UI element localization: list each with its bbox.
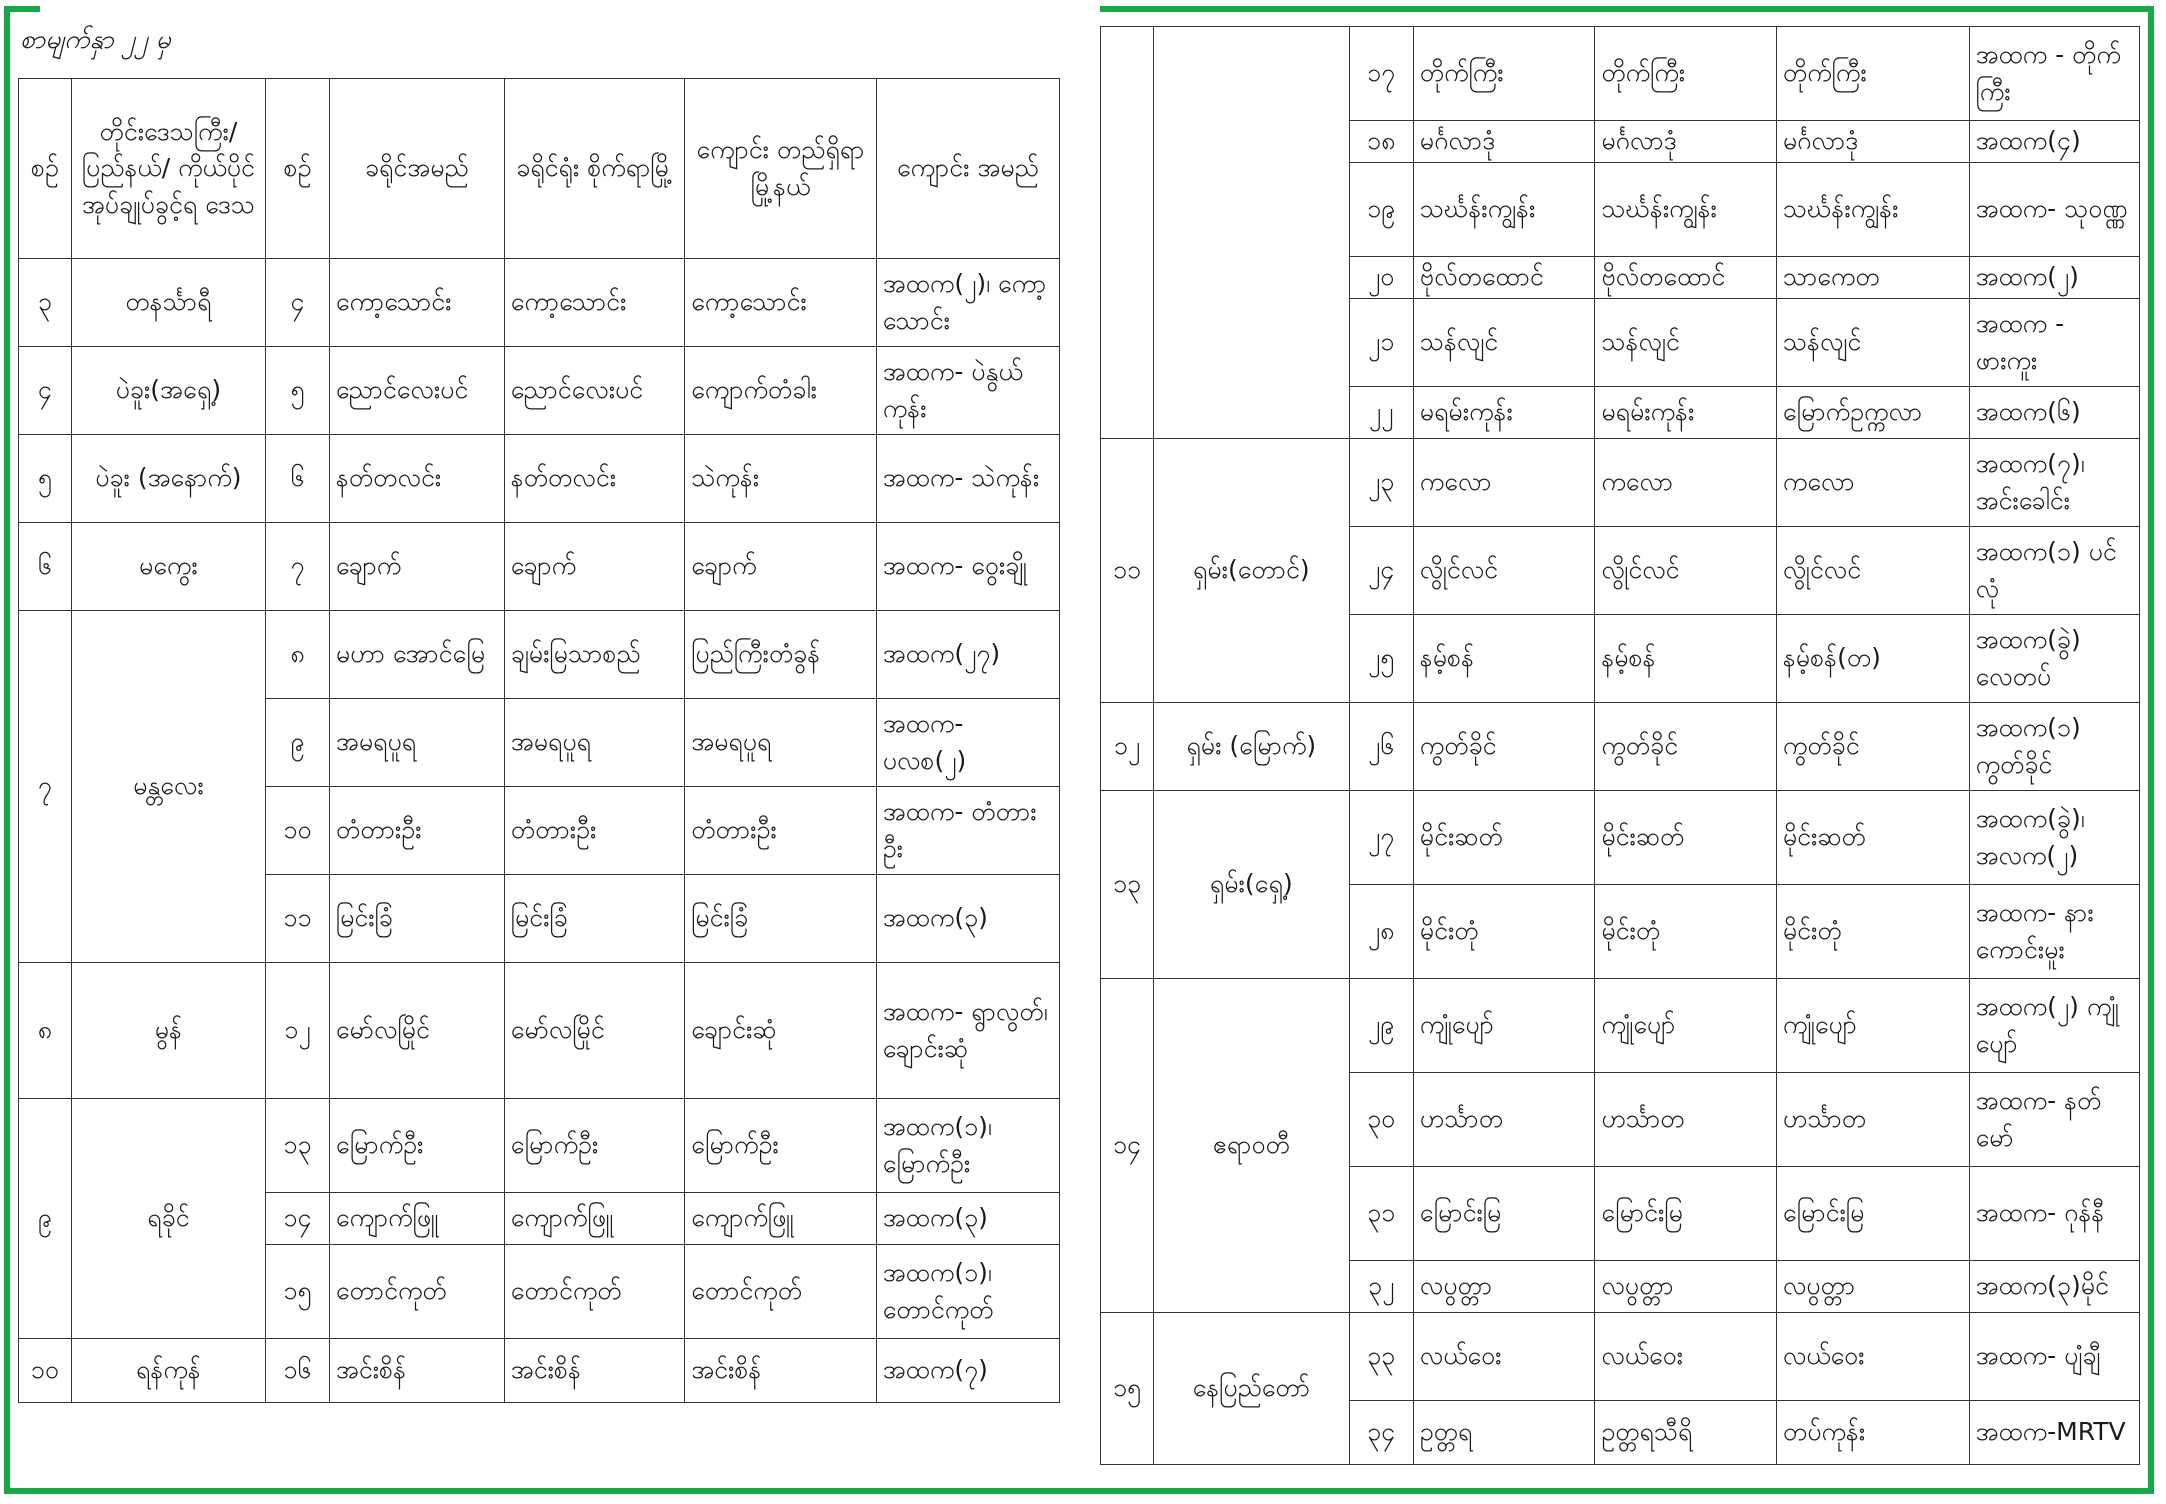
region-name-cell: မန္တလေး: [71, 611, 265, 963]
region-number-cell: ၁၀: [19, 1339, 72, 1403]
school-name-cell: အထက(၆): [1969, 387, 2139, 439]
district-office-town-cell: အင်းစိန်: [504, 1339, 684, 1403]
district-name-cell: တိုက်ကြီး: [1413, 27, 1595, 121]
header-row: [19, 79, 1060, 259]
district-name-cell: ဗိုလ်တထောင်: [1413, 257, 1595, 299]
header-school-name: ကျောင်း အမည်: [876, 79, 1059, 259]
region-name-cell: [1154, 27, 1350, 439]
school-name-cell: အထက- ဝွေးချို: [876, 523, 1059, 611]
school-township-cell: ချောက်: [685, 523, 877, 611]
district-office-town-cell: မြောက်ဦး: [504, 1099, 684, 1193]
region-name-cell: ရှမ်း(တောင်): [1154, 439, 1350, 703]
school-name-cell: အထက- တံတားဦး: [876, 787, 1059, 875]
school-township-cell: သန်လျင်: [1776, 299, 1969, 387]
region-name-cell: ရခိုင်: [71, 1099, 265, 1339]
district-name-cell: ညောင်လေးပင်: [329, 347, 504, 435]
district-number-cell: ၂၈: [1349, 885, 1413, 979]
school-name-cell: အထက(၂) ကျုံပျော်: [1969, 979, 2139, 1073]
school-name-cell: အထက- ပလစ(၂): [876, 699, 1059, 787]
district-number-cell: ၂၁: [1349, 299, 1413, 387]
district-number-cell: ၈: [266, 611, 330, 699]
district-name-cell: ကျောက်ဖြူ: [329, 1193, 504, 1245]
district-number-cell: ၂၂: [1349, 387, 1413, 439]
school-name-cell: အထက-MRTV: [1969, 1401, 2139, 1465]
district-office-town-cell: ကွတ်ခိုင်: [1595, 703, 1777, 791]
header-region: တိုင်းဒေသကြီး/ ပြည်နယ်/ ကိုယ်ပိုင် အုပ်ချုပ်ခွင့်ရ ဒေသ: [71, 79, 265, 259]
region-number-cell: ၈: [19, 963, 72, 1099]
district-office-town-cell: ဥတ္တရသီရိ: [1595, 1401, 1777, 1465]
school-name-cell: အထက(၁)၊ တောင်ကုတ်: [876, 1245, 1059, 1339]
district-number-cell: ၁၀: [266, 787, 330, 875]
district-office-town-cell: မင်္ဂလာဒုံ: [1595, 121, 1777, 163]
district-office-town-cell: မြင်းခြံ: [504, 875, 684, 963]
table-row: [19, 1099, 1060, 1193]
school-township-cell: ချောင်းဆုံ: [685, 963, 877, 1099]
region-name-cell: နေပြည်တော်: [1154, 1313, 1350, 1465]
region-name-cell: ရှမ်း(ရှေ့): [1154, 791, 1350, 979]
table-row: [1101, 979, 2140, 1073]
district-name-cell: မိုင်းဆတ်: [1413, 791, 1595, 885]
page-border-gap: [40, 0, 1100, 14]
district-name-cell: လယ်ဝေး: [1413, 1313, 1595, 1401]
table-row: [1101, 439, 2140, 527]
school-name-cell: အထက(၂၇): [876, 611, 1059, 699]
school-township-cell: မြောက်ဦး: [685, 1099, 877, 1193]
district-name-cell: သင်္ဃန်းကျွန်း: [1413, 163, 1595, 257]
header-district: ခရိုင်အမည်: [329, 79, 504, 259]
school-township-cell: ကလော: [1776, 439, 1969, 527]
region-name-cell: မွန်: [71, 963, 265, 1099]
school-township-cell: အမရပူရ: [685, 699, 877, 787]
left-table-body: [19, 259, 1060, 1403]
district-number-cell: ၇: [266, 523, 330, 611]
district-office-town-cell: တောင်ကုတ်: [504, 1245, 684, 1339]
district-office-town-cell: ဗိုလ်တထောင်: [1595, 257, 1777, 299]
region-number-cell: ၅: [19, 435, 72, 523]
region-number-cell: ၁၄: [1101, 979, 1154, 1313]
district-office-town-cell: ဟင်္သာတ: [1595, 1073, 1777, 1167]
district-office-town-cell: နတ်တလင်း: [504, 435, 684, 523]
district-number-cell: ၃၁: [1349, 1167, 1413, 1261]
region-name-cell: တနင်္သာရီ: [71, 259, 265, 347]
header-school-township: ကျောင်း တည်ရှိရာ မြို့နယ်: [685, 79, 877, 259]
school-name-cell: အထက - ဖားကူး: [1969, 299, 2139, 387]
district-office-town-cell: မော်လမြိုင်: [504, 963, 684, 1099]
district-office-town-cell: တံတားဦး: [504, 787, 684, 875]
school-township-cell: တံတားဦး: [685, 787, 877, 875]
district-number-cell: ၅: [266, 347, 330, 435]
header-no: စဉ်: [19, 79, 72, 259]
district-name-cell: ကလော: [1413, 439, 1595, 527]
school-name-cell: အထက(၃): [876, 875, 1059, 963]
header-no2: စဉ်: [266, 79, 330, 259]
district-number-cell: ၉: [266, 699, 330, 787]
school-name-cell: အထက- ပျံချီ: [1969, 1313, 2139, 1401]
district-number-cell: ၁၇: [1349, 27, 1413, 121]
school-name-cell: အထက- ရွာလွတ်၊ ချောင်းဆုံ: [876, 963, 1059, 1099]
region-number-cell: ၄: [19, 347, 72, 435]
school-township-cell: မြောက်ဥက္ကလာ: [1776, 387, 1969, 439]
district-office-town-cell: အမရပူရ: [504, 699, 684, 787]
school-name-cell: အထက(၁) ကွတ်ခိုင်: [1969, 703, 2139, 791]
region-number-cell: ၉: [19, 1099, 72, 1339]
school-township-cell: ကျုံပျော်: [1776, 979, 1969, 1073]
header-district-office-town: ခရိုင်ရုံး စိုက်ရာမြို့: [504, 79, 684, 259]
district-number-cell: ၁၄: [266, 1193, 330, 1245]
district-name-cell: မော်လမြိုင်: [329, 963, 504, 1099]
district-office-town-cell: ကလော: [1595, 439, 1777, 527]
district-name-cell: လွိုင်လင်: [1413, 527, 1595, 615]
district-office-town-cell: ကော့သောင်း: [504, 259, 684, 347]
district-office-town-cell: ချမ်းမြသာစည်: [504, 611, 684, 699]
district-number-cell: ၃၃: [1349, 1313, 1413, 1401]
school-township-cell: တပ်ကုန်း: [1776, 1401, 1969, 1465]
district-name-cell: မြောက်ဦး: [329, 1099, 504, 1193]
school-township-cell: အင်းစိန်: [685, 1339, 877, 1403]
district-number-cell: ၁၉: [1349, 163, 1413, 257]
table-row: [1101, 791, 2140, 885]
table-row: [1101, 703, 2140, 791]
district-office-town-cell: လယ်ဝေး: [1595, 1313, 1777, 1401]
region-name-cell: ဧရာဝတီ: [1154, 979, 1350, 1313]
district-number-cell: ၃၄: [1349, 1401, 1413, 1465]
district-number-cell: ၁၁: [266, 875, 330, 963]
district-name-cell: ကျုံပျော်: [1413, 979, 1595, 1073]
district-office-town-cell: မရမ်းကုန်း: [1595, 387, 1777, 439]
region-number-cell: ၆: [19, 523, 72, 611]
district-number-cell: ၁၅: [266, 1245, 330, 1339]
school-name-cell: အထက(၄): [1969, 121, 2139, 163]
region-name-cell: ရန်ကုန်: [71, 1339, 265, 1403]
district-name-cell: ချောက်: [329, 523, 504, 611]
district-number-cell: ၂၀: [1349, 257, 1413, 299]
district-number-cell: ၂၆: [1349, 703, 1413, 791]
region-number-cell: [1101, 27, 1154, 439]
table-row: [19, 611, 1060, 699]
table-row: [19, 963, 1060, 1099]
region-number-cell: ၁၅: [1101, 1313, 1154, 1465]
school-township-cell: သင်္ဃန်းကျွန်း: [1776, 163, 1969, 257]
school-township-cell: မြောင်းမြ: [1776, 1167, 1969, 1261]
school-township-cell: ကွတ်ခိုင်: [1776, 703, 1969, 791]
district-name-cell: အမရပူရ: [329, 699, 504, 787]
region-number-cell: ၁၂: [1101, 703, 1154, 791]
district-number-cell: ၁၃: [266, 1099, 330, 1193]
region-name-cell: ပဲခူး (အနောက်): [71, 435, 265, 523]
district-name-cell: ဟင်္သာတ: [1413, 1073, 1595, 1167]
school-name-cell: အထက(၁)၊ မြောက်ဦး: [876, 1099, 1059, 1193]
school-township-cell: တိုက်ကြီး: [1776, 27, 1969, 121]
region-name-cell: ပဲခူး(အရှေ့): [71, 347, 265, 435]
district-office-town-cell: ချောက်: [504, 523, 684, 611]
school-township-cell: ဟင်္သာတ: [1776, 1073, 1969, 1167]
table-row: [19, 347, 1060, 435]
district-office-town-cell: သင်္ဃန်းကျွန်း: [1595, 163, 1777, 257]
district-name-cell: မင်္ဂလာဒုံ: [1413, 121, 1595, 163]
region-number-cell: ၃: [19, 259, 72, 347]
school-name-cell: အထက- နတ်မော်: [1969, 1073, 2139, 1167]
district-office-town-cell: လွိုင်လင်: [1595, 527, 1777, 615]
district-name-cell: မရမ်းကုန်း: [1413, 387, 1595, 439]
district-office-town-cell: မိုင်းတုံ: [1595, 885, 1777, 979]
district-office-town-cell: သန်လျင်: [1595, 299, 1777, 387]
school-name-cell: အထက- နားကောင်းမူး: [1969, 885, 2139, 979]
district-number-cell: ၃၂: [1349, 1261, 1413, 1313]
table-row: [19, 259, 1060, 347]
district-office-town-cell: ကျောက်ဖြူ: [504, 1193, 684, 1245]
school-name-cell: အထက- ပဲနွယ်ကုန်း: [876, 347, 1059, 435]
school-name-cell: အထက - တိုက်ကြီး: [1969, 27, 2139, 121]
table-row: [1101, 1313, 2140, 1401]
school-name-cell: အထက(၃)မိုင်: [1969, 1261, 2139, 1313]
school-township-cell: လယ်ဝေး: [1776, 1313, 1969, 1401]
school-name-cell: အထက(၃): [876, 1193, 1059, 1245]
school-name-cell: အထက- သုဝဏ္ဏ: [1969, 163, 2139, 257]
school-township-cell: ကျောက်ဖြူ: [685, 1193, 877, 1245]
school-name-cell: အထက- ဂုန်နီ: [1969, 1167, 2139, 1261]
region-number-cell: ၇: [19, 611, 72, 963]
school-township-cell: တောင်ကုတ်: [685, 1245, 877, 1339]
right-schools-table: [1100, 26, 2140, 1465]
school-township-cell: ကျောက်တံခါး: [685, 347, 877, 435]
district-office-town-cell: တိုက်ကြီး: [1595, 27, 1777, 121]
school-name-cell: အထက(၇)၊ အင်းခေါင်း: [1969, 439, 2139, 527]
school-name-cell: အထက(၇): [876, 1339, 1059, 1403]
district-name-cell: အင်းစိန်: [329, 1339, 504, 1403]
left-schools-table: [18, 78, 1060, 1403]
district-name-cell: သန်လျင်: [1413, 299, 1595, 387]
district-name-cell: နမ့်စန်: [1413, 615, 1595, 703]
district-office-town-cell: မိုင်းဆတ်: [1595, 791, 1777, 885]
school-township-cell: ကော့သောင်း: [685, 259, 877, 347]
district-number-cell: ၂၅: [1349, 615, 1413, 703]
page-caption: စာမျက်နှာ ၂၂ မှ: [20, 25, 171, 55]
school-township-cell: မင်္ဂလာဒုံ: [1776, 121, 1969, 163]
school-township-cell: မိုင်းတုံ: [1776, 885, 1969, 979]
district-number-cell: ၁၂: [266, 963, 330, 1099]
table-row: [1101, 27, 2140, 121]
district-office-town-cell: နမ့်စန်: [1595, 615, 1777, 703]
district-name-cell: ကွတ်ခိုင်: [1413, 703, 1595, 791]
district-name-cell: လပွတ္တာ: [1413, 1261, 1595, 1313]
district-number-cell: ၁၆: [266, 1339, 330, 1403]
school-name-cell: အထက(ခွဲ)၊ အလက(၂): [1969, 791, 2139, 885]
district-number-cell: ၂၉: [1349, 979, 1413, 1073]
region-name-cell: မကွေး: [71, 523, 265, 611]
school-township-cell: သာကေတ: [1776, 257, 1969, 299]
district-office-town-cell: ကျုံပျော်: [1595, 979, 1777, 1073]
school-township-cell: လပွတ္တာ: [1776, 1261, 1969, 1313]
district-office-town-cell: လပွတ္တာ: [1595, 1261, 1777, 1313]
school-township-cell: ပြည်ကြီးတံခွန်: [685, 611, 877, 699]
table-row: [19, 1339, 1060, 1403]
district-name-cell: တံတားဦး: [329, 787, 504, 875]
district-name-cell: မြောင်းမြ: [1413, 1167, 1595, 1261]
school-name-cell: အထက- သဲကုန်း: [876, 435, 1059, 523]
school-name-cell: အထက(၂)၊ ကော့သောင်း: [876, 259, 1059, 347]
school-name-cell: အထက(ခွဲ) လေတပ်: [1969, 615, 2139, 703]
district-name-cell: မြင်းခြံ: [329, 875, 504, 963]
district-name-cell: တောင်ကုတ်: [329, 1245, 504, 1339]
region-number-cell: ၁၁: [1101, 439, 1154, 703]
table-row: [19, 523, 1060, 611]
district-number-cell: ၄: [266, 259, 330, 347]
region-number-cell: ၁၃: [1101, 791, 1154, 979]
district-office-town-cell: မြောင်းမြ: [1595, 1167, 1777, 1261]
district-number-cell: ၂၄: [1349, 527, 1413, 615]
region-name-cell: ရှမ်း (မြောက်): [1154, 703, 1350, 791]
district-name-cell: မိုင်းတုံ: [1413, 885, 1595, 979]
school-township-cell: လွိုင်လင်: [1776, 527, 1969, 615]
right-table-body: [1101, 27, 2140, 1465]
school-township-cell: မြင်းခြံ: [685, 875, 877, 963]
school-name-cell: အထက(၁) ပင်လုံ: [1969, 527, 2139, 615]
district-number-cell: ၂၃: [1349, 439, 1413, 527]
district-number-cell: ၁၈: [1349, 121, 1413, 163]
school-township-cell: မိုင်းဆတ်: [1776, 791, 1969, 885]
school-township-cell: နမ့်စန်(တ): [1776, 615, 1969, 703]
district-number-cell: ၃၀: [1349, 1073, 1413, 1167]
district-number-cell: ၆: [266, 435, 330, 523]
district-name-cell: နတ်တလင်း: [329, 435, 504, 523]
district-name-cell: ဥတ္တရ: [1413, 1401, 1595, 1465]
school-name-cell: အထက(၂): [1969, 257, 2139, 299]
district-name-cell: မဟာ အောင်မြေ: [329, 611, 504, 699]
district-name-cell: ကော့သောင်း: [329, 259, 504, 347]
district-number-cell: ၂၇: [1349, 791, 1413, 885]
table-row: [19, 435, 1060, 523]
district-office-town-cell: ညောင်လေးပင်: [504, 347, 684, 435]
school-township-cell: သဲကုန်း: [685, 435, 877, 523]
